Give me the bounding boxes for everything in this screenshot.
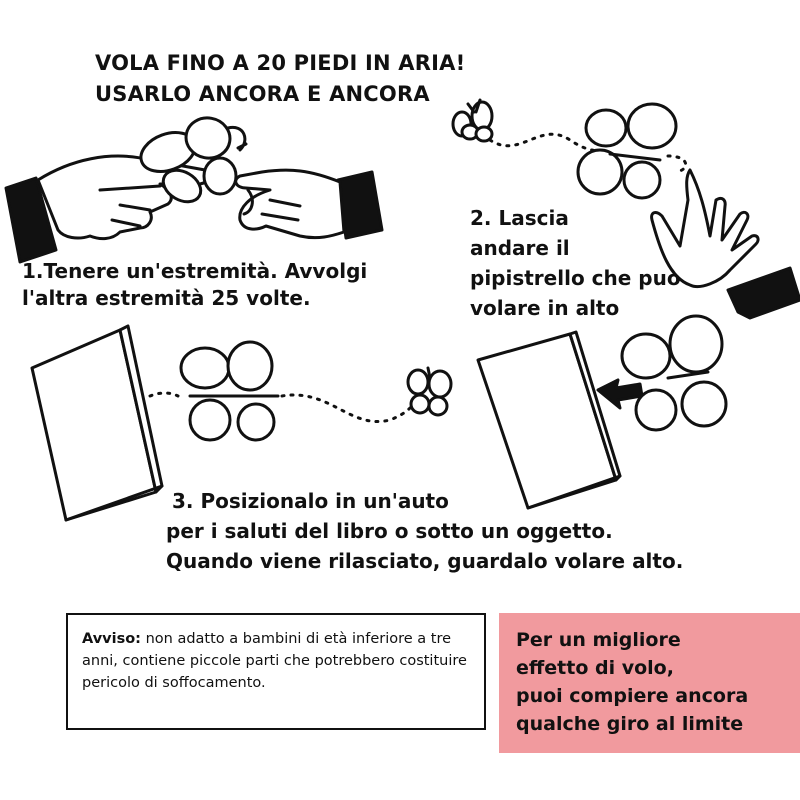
step-3-line-1: 3. Posizionalo in un'auto — [172, 489, 449, 513]
butterfly-icon — [408, 368, 451, 415]
tip-line-3: puoi compiere ancora — [516, 685, 749, 707]
step-1-text — [22, 258, 367, 312]
step-1-line-1: 1.Tenere un'estremità. Avvolgi — [22, 259, 368, 283]
hands-winding-icon — [6, 114, 382, 262]
butterfly-icon — [622, 316, 726, 430]
step-2-text — [470, 203, 681, 323]
greeting-card-icon — [32, 326, 162, 520]
step-2-line-3: pipistrello che può — [470, 266, 681, 290]
headline-line-2: USARLO ANCORA E ANCORA — [95, 82, 430, 106]
book-arrow-icon — [478, 332, 642, 508]
tip-line-4: qualche giro al limite — [516, 713, 744, 735]
tip-line-2: effetto di volo, — [516, 657, 674, 679]
step-2-line-1: 2. Lascia — [470, 206, 569, 230]
warning-text: non adatto a bambini di età inferiore a tre anni, contiene piccole parti che potrebbero costituire pericolo di soffocamento. — [82, 631, 467, 691]
step-3-line-3: Quando viene rilasciato, guardalo volare alto. — [166, 549, 684, 573]
headline — [95, 48, 465, 110]
step-3-line-2: per i saluti del libro o sotto un oggetto. — [166, 519, 613, 543]
step-2-line-2: andare il — [470, 236, 570, 260]
butterfly-icon — [181, 342, 278, 440]
headline-line-1: VOLA FINO A 20 PIEDI IN ARIA! — [95, 51, 466, 75]
tip-line-1: Per un migliore — [516, 629, 681, 651]
warning-label: Avviso: — [82, 631, 141, 647]
butterfly-icon — [578, 104, 676, 198]
step-2-line-4: volare in alto — [470, 296, 620, 320]
warning-box — [66, 613, 486, 730]
step-1-line-2: l'altra estremità 25 volte. — [22, 286, 311, 310]
flight-tip-box — [499, 613, 800, 753]
